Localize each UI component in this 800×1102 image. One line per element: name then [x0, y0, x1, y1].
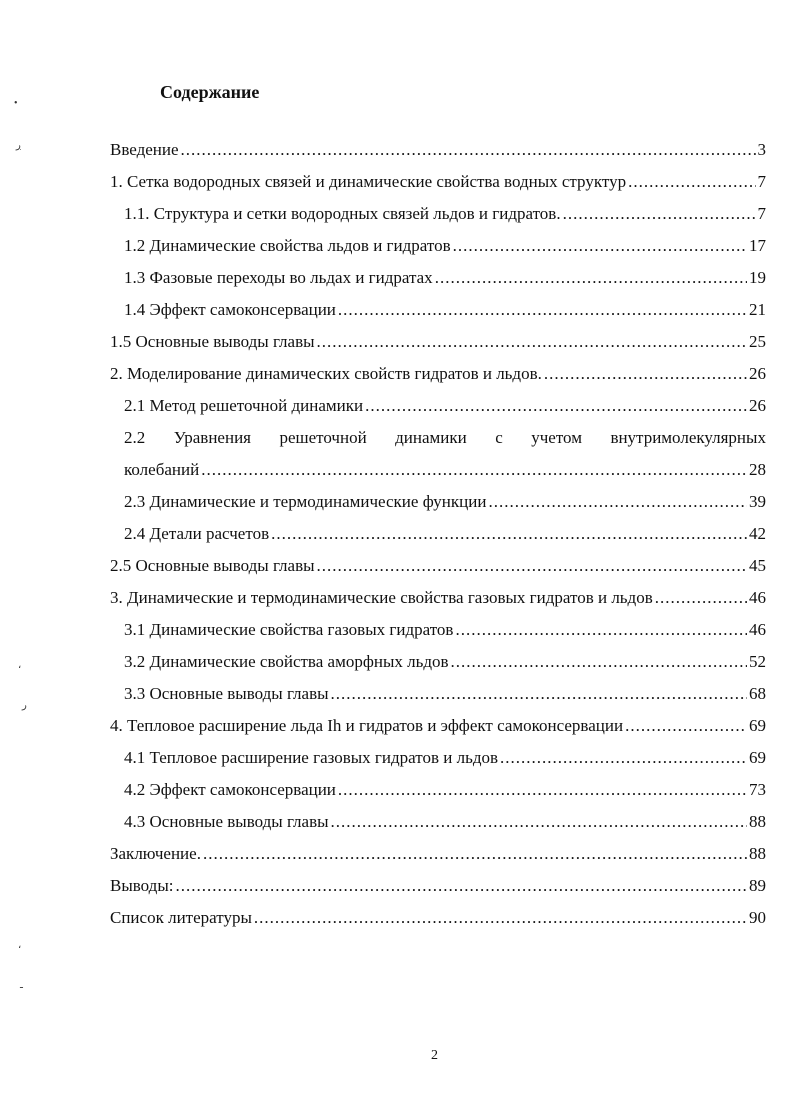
toc-entry-text: Список литературы — [110, 908, 252, 927]
toc-entry — [110, 710, 766, 742]
toc-entry — [124, 262, 766, 294]
toc-entry — [124, 518, 766, 550]
toc-leader-dots — [625, 710, 747, 742]
toc-entry — [110, 582, 766, 614]
toc-entry-page: 46 — [749, 620, 766, 639]
toc-leader-dots — [201, 454, 747, 486]
toc-entry-page: 17 — [749, 236, 766, 255]
scan-speck: ـ — [20, 980, 23, 991]
toc-entry-text: колебаний — [124, 460, 200, 479]
toc-entry — [124, 230, 766, 262]
toc-entry-text: 4.2 Эффект самоконсервации — [124, 780, 336, 799]
toc-entry-page: 28 — [749, 460, 766, 479]
toc-entry — [110, 134, 766, 166]
toc-entry-page: 19 — [749, 268, 766, 287]
toc-word: внутримолекулярных — [610, 428, 766, 447]
toc-entry-page: 88 — [749, 844, 766, 863]
toc-entry-text: 1.2 Динамические свойства льдов и гидратов — [124, 236, 451, 255]
toc-entry-page: 89 — [749, 876, 766, 895]
toc-entry — [124, 294, 766, 326]
toc-entry-page: 7 — [757, 204, 766, 223]
toc-entry — [124, 678, 766, 710]
toc-leader-dots — [500, 742, 747, 774]
scan-speck: • — [14, 98, 18, 109]
toc-entry-page: 69 — [749, 716, 766, 735]
toc-entry — [124, 486, 766, 518]
toc-entry-line-1 — [124, 422, 766, 454]
toc-entry-text: 3. Динамические и термодинамические свойства газовых гидратов и льдов — [110, 588, 653, 607]
toc-word: динамики — [395, 428, 467, 447]
toc-entry-page: 46 — [749, 588, 766, 607]
toc-entry-page: 21 — [749, 300, 766, 319]
toc-entry-page: 88 — [749, 812, 766, 831]
toc-entry-page: 42 — [749, 524, 766, 543]
toc-entry-text: 1.4 Эффект самоконсервации — [124, 300, 336, 319]
toc-entry-text: 2.4 Детали расчетов — [124, 524, 270, 543]
toc-leader-dots — [451, 646, 747, 678]
toc-leader-dots — [453, 230, 747, 262]
toc-entry — [124, 742, 766, 774]
toc-entry — [124, 198, 766, 230]
toc-entry-text: 3.3 Основные выводы главы — [124, 684, 329, 703]
toc-entry-text: 2.5 Основные выводы главы — [110, 556, 315, 575]
toc-entry-page: 26 — [749, 396, 766, 415]
toc-entry-text: 2.1 Метод решеточной динамики — [124, 396, 364, 415]
toc-entry-page: 39 — [749, 492, 766, 511]
toc-word: Уравнения — [173, 428, 251, 447]
toc-entry — [124, 390, 766, 422]
toc-leader-dots — [331, 678, 747, 710]
toc-leader-dots — [488, 486, 747, 518]
toc-entry-text: 1.1. Структура и сетки водородных связей льдов и гидратов. — [124, 204, 561, 223]
toc-word: решеточной — [279, 428, 367, 447]
scan-speck: ، — [18, 940, 22, 951]
toc-entry — [124, 806, 766, 838]
toc-entry-page: 69 — [749, 748, 766, 767]
toc-entry-page: 3 — [757, 140, 766, 159]
toc-word: 2.2 — [124, 428, 146, 447]
toc-entry-page: 25 — [749, 332, 766, 351]
toc-entry-text: 4.1 Тепловое расширение газовых гидратов и льдов — [124, 748, 498, 767]
toc-entry — [110, 870, 766, 902]
scan-speck: ڔ — [16, 140, 22, 151]
toc-entry — [124, 774, 766, 806]
toc-entry-text: 1.3 Фазовые переходы во льдах и гидратах — [124, 268, 433, 287]
toc-word: с — [495, 428, 503, 447]
toc-entry-text: 4.3 Основные выводы главы — [124, 812, 329, 831]
toc-entry — [110, 902, 766, 934]
scan-speck: ﺭ — [22, 700, 27, 711]
toc-entry-page: 73 — [749, 780, 766, 799]
toc-entry-page: 68 — [749, 684, 766, 703]
toc-entry-text: 2. Моделирование динамических свойств гидратов и льдов. — [110, 364, 542, 383]
scan-speck: ، — [18, 660, 22, 671]
toc-entry-text: Введение — [110, 140, 179, 159]
toc-leader-dots — [455, 614, 747, 646]
toc-entry — [124, 614, 766, 646]
toc-leader-dots — [544, 358, 747, 390]
toc-entry — [110, 358, 766, 390]
toc-entry — [110, 326, 766, 358]
toc-entry-page: 45 — [749, 556, 766, 575]
toc-leader-dots — [181, 134, 756, 166]
toc-leader-dots — [655, 582, 747, 614]
toc-entry-text: 3.1 Динамические свойства газовых гидратов — [124, 620, 454, 639]
toc-leader-dots — [338, 294, 747, 326]
toc-entry — [110, 166, 766, 198]
toc-entry-page: 52 — [749, 652, 766, 671]
toc-leader-dots — [175, 870, 747, 902]
table-of-contents — [110, 134, 766, 934]
toc-entry-page: 26 — [749, 364, 766, 383]
toc-leader-dots — [317, 326, 747, 358]
toc-entry-text: 4. Тепловое расширение льда Ih и гидратов и эффект самоконсервации — [110, 716, 624, 735]
toc-entry-text: 3.2 Динамические свойства аморфных льдов — [124, 652, 449, 671]
toc-entry-text: 1. Сетка водородных связей и динамические свойства водных структур — [110, 172, 627, 191]
toc-entry-text: Заключение. — [110, 844, 201, 863]
toc-entry-text: Выводы: — [110, 876, 174, 895]
toc-leader-dots — [563, 198, 756, 230]
toc-entry-line-2 — [124, 454, 766, 486]
toc-leader-dots — [628, 166, 755, 198]
toc-entry — [124, 646, 766, 678]
toc-entry-page: 90 — [749, 908, 766, 927]
toc-entry — [110, 550, 766, 582]
toc-word: учетом — [531, 428, 582, 447]
toc-entry-text: 2.3 Динамические и термодинамические функции — [124, 492, 487, 511]
toc-leader-dots — [365, 390, 747, 422]
toc-entry-wrapped — [124, 422, 766, 486]
toc-leader-dots — [331, 806, 747, 838]
toc-leader-dots — [338, 774, 747, 806]
toc-entry — [110, 838, 766, 870]
toc-leader-dots — [203, 838, 747, 870]
page-title: Содержание — [160, 82, 260, 102]
toc-entry-text: 1.5 Основные выводы главы — [110, 332, 315, 351]
page-number: 2 — [431, 1048, 438, 1063]
toc-leader-dots — [254, 902, 747, 934]
toc-leader-dots — [317, 550, 747, 582]
toc-entry-page: 7 — [757, 172, 766, 191]
toc-leader-dots — [271, 518, 747, 550]
toc-leader-dots — [435, 262, 747, 294]
